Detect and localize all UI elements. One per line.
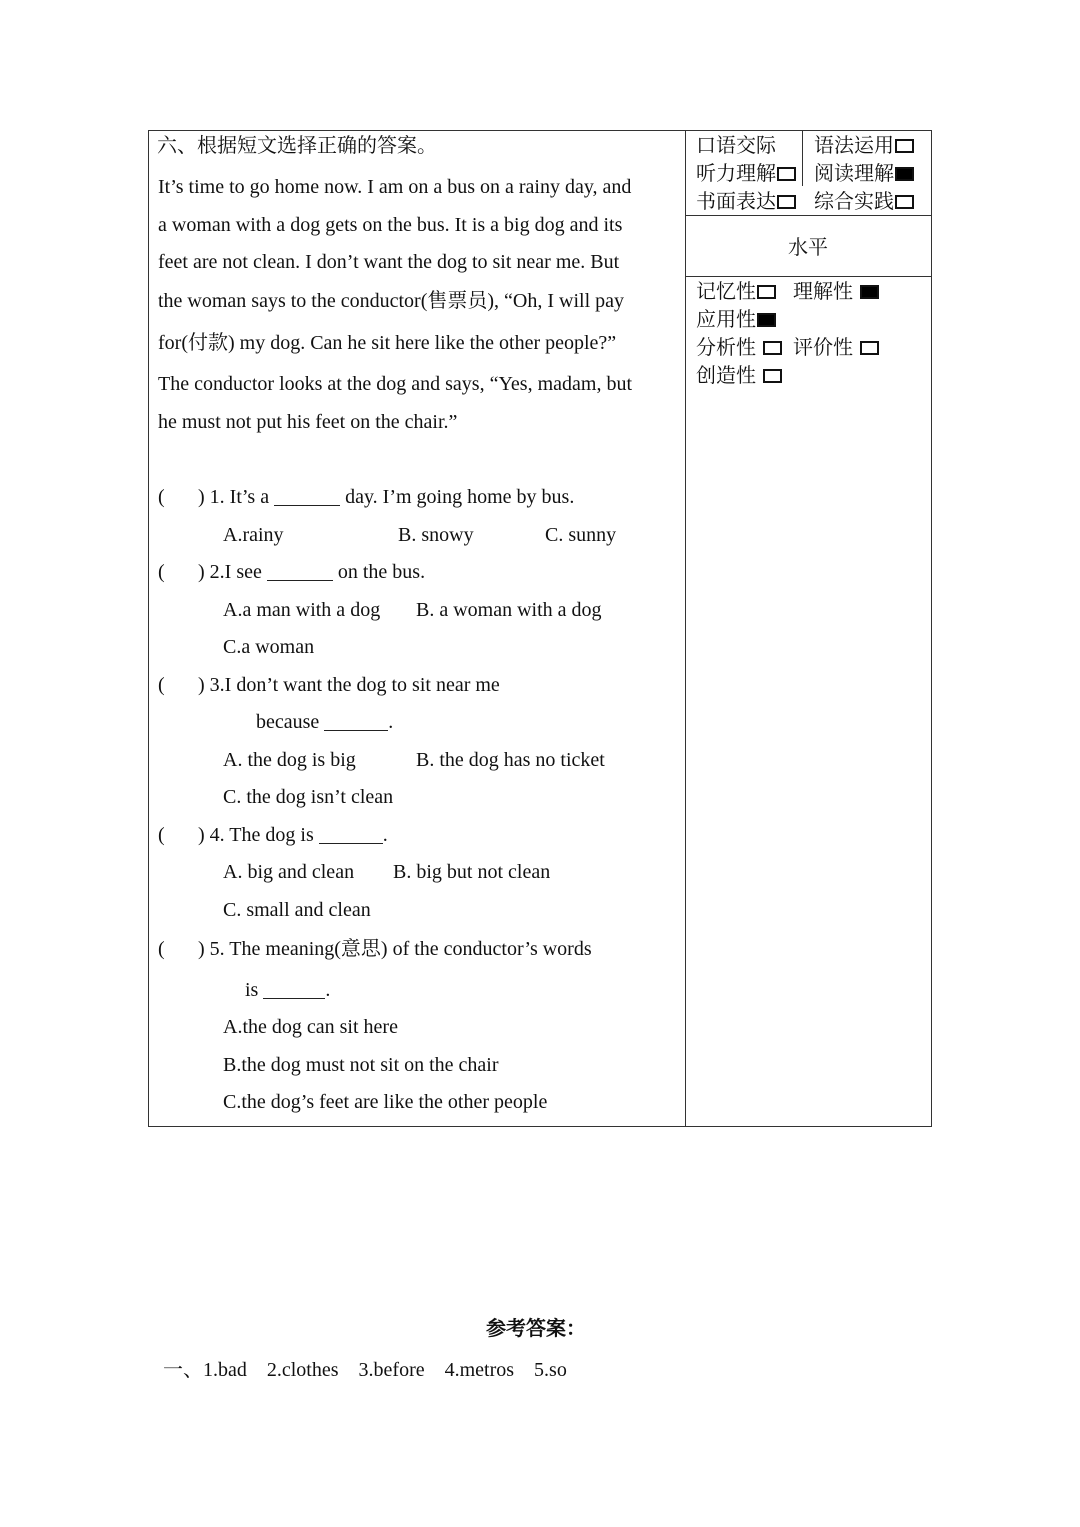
question-5-continued: is . xyxy=(245,979,331,1001)
cognitive-evaluation-checkbox[interactable] xyxy=(860,341,879,355)
skill-oral: 口语交际 xyxy=(696,133,776,157)
question-5: ) 5. The meaning(意思) of the conductor’s words xyxy=(198,938,592,960)
passage-line: he must not put his feet on the chair.” xyxy=(158,411,458,433)
skill-practice-checkbox[interactable] xyxy=(895,195,914,209)
answer-blank[interactable] xyxy=(267,562,333,581)
table-border-left xyxy=(148,130,149,1127)
question-1: ) 1. It’s a day. I’m going home by bus. xyxy=(198,486,575,508)
question-1-option-b: B. snowy xyxy=(398,524,474,546)
question-4: ) 4. The dog is . xyxy=(198,824,388,846)
skill-writing-checkbox[interactable] xyxy=(777,195,796,209)
answer-blank[interactable] xyxy=(319,825,383,844)
question-4-option-c: C. small and clean xyxy=(223,899,371,921)
question-2: ) 2.I see on the bus. xyxy=(198,561,426,583)
question-4-paren: ( xyxy=(158,824,165,846)
passage-line: the woman says to the conductor(售票员), “Oh, I will pay xyxy=(158,290,625,312)
skill-reading-checkbox[interactable] xyxy=(895,167,914,181)
answer-blank[interactable] xyxy=(263,980,325,999)
passage-line: feet are not clean. I don’t want the dog to sit near me. But xyxy=(158,251,620,273)
cognitive-evaluation: 评价性 xyxy=(793,337,879,357)
skills-row-divider xyxy=(685,215,932,216)
cognitive-creation-checkbox[interactable] xyxy=(763,369,782,383)
question-3-option-b: B. the dog has no ticket xyxy=(416,749,605,771)
level-label: 水平 xyxy=(788,235,828,259)
question-3-option-c: C. the dog isn’t clean xyxy=(223,786,394,808)
cognitive-memory: 记忆性 xyxy=(696,281,776,301)
cognitive-analysis: 分析性 xyxy=(696,337,782,357)
skill-reading: 阅读理解 xyxy=(814,163,914,183)
question-5-option-c: C.the dog’s feet are like the other people xyxy=(223,1091,548,1113)
cognitive-application-checkbox[interactable] xyxy=(757,313,776,327)
cognitive-understanding-checkbox[interactable] xyxy=(860,285,879,299)
question-4-option-a: A. big and clean xyxy=(223,861,355,883)
question-1-paren: ( xyxy=(158,486,165,508)
question-2-option-b: B. a woman with a dog xyxy=(416,599,602,621)
section-heading: 六、根据短文选择正确的答案。 xyxy=(157,133,437,157)
skill-writing: 书面表达 xyxy=(696,191,796,211)
skill-listening-checkbox[interactable] xyxy=(777,167,796,181)
question-5-option-b: B.the dog must not sit on the chair xyxy=(223,1054,499,1076)
question-1-option-a: A.rainy xyxy=(223,524,284,546)
answers-line: 一、1.bad 2.clothes 3.before 4.metros 5.so xyxy=(163,1359,567,1381)
question-3-option-a: A. the dog is big xyxy=(223,749,356,771)
passage-line: It’s time to go home now. I am on a bus on a rainy day, and xyxy=(158,176,632,198)
question-2-paren: ( xyxy=(158,561,165,583)
answer-blank[interactable] xyxy=(324,712,388,731)
question-5-option-a: A.the dog can sit here xyxy=(223,1016,398,1038)
table-border-top xyxy=(148,130,932,131)
cognitive-application: 应用性 xyxy=(696,309,776,329)
cognitive-creation: 创造性 xyxy=(696,365,782,385)
skill-practice: 综合实践 xyxy=(814,191,914,211)
cognitive-understanding: 理解性 xyxy=(793,281,879,301)
table-border-right xyxy=(931,130,932,1127)
question-3: ) 3.I don’t want the dog to sit near me xyxy=(198,674,500,696)
passage-line: for(付款) my dog. Can he sit here like the other people?” xyxy=(158,332,617,354)
table-column-divider xyxy=(685,130,686,1127)
question-1-option-c: C. sunny xyxy=(545,524,617,546)
skill-grammar-checkbox[interactable] xyxy=(895,139,914,153)
cognitive-analysis-checkbox[interactable] xyxy=(763,341,782,355)
answers-title: 参考答案： xyxy=(486,1316,586,1340)
skill-grammar: 语法运用 xyxy=(814,135,914,155)
question-2-option-a: A.a man with a dog xyxy=(223,599,381,621)
question-5-paren: ( xyxy=(158,938,165,960)
cognitive-memory-checkbox[interactable] xyxy=(757,285,776,299)
skills-inner-divider xyxy=(802,130,803,186)
answer-blank[interactable] xyxy=(274,487,340,506)
question-2-option-c: C.a woman xyxy=(223,636,315,658)
passage-line: a woman with a dog gets on the bus. It is a big dog and its xyxy=(158,214,623,236)
table-border-bottom xyxy=(148,1126,932,1127)
question-3-continued: because . xyxy=(256,711,394,733)
passage-line: The conductor looks at the dog and says, “Yes, madam, but xyxy=(158,373,632,395)
question-4-option-b: B. big but not clean xyxy=(393,861,551,883)
skill-listening: 听力理解 xyxy=(696,163,796,183)
level-row-divider xyxy=(685,276,932,277)
question-3-paren: ( xyxy=(158,674,165,696)
